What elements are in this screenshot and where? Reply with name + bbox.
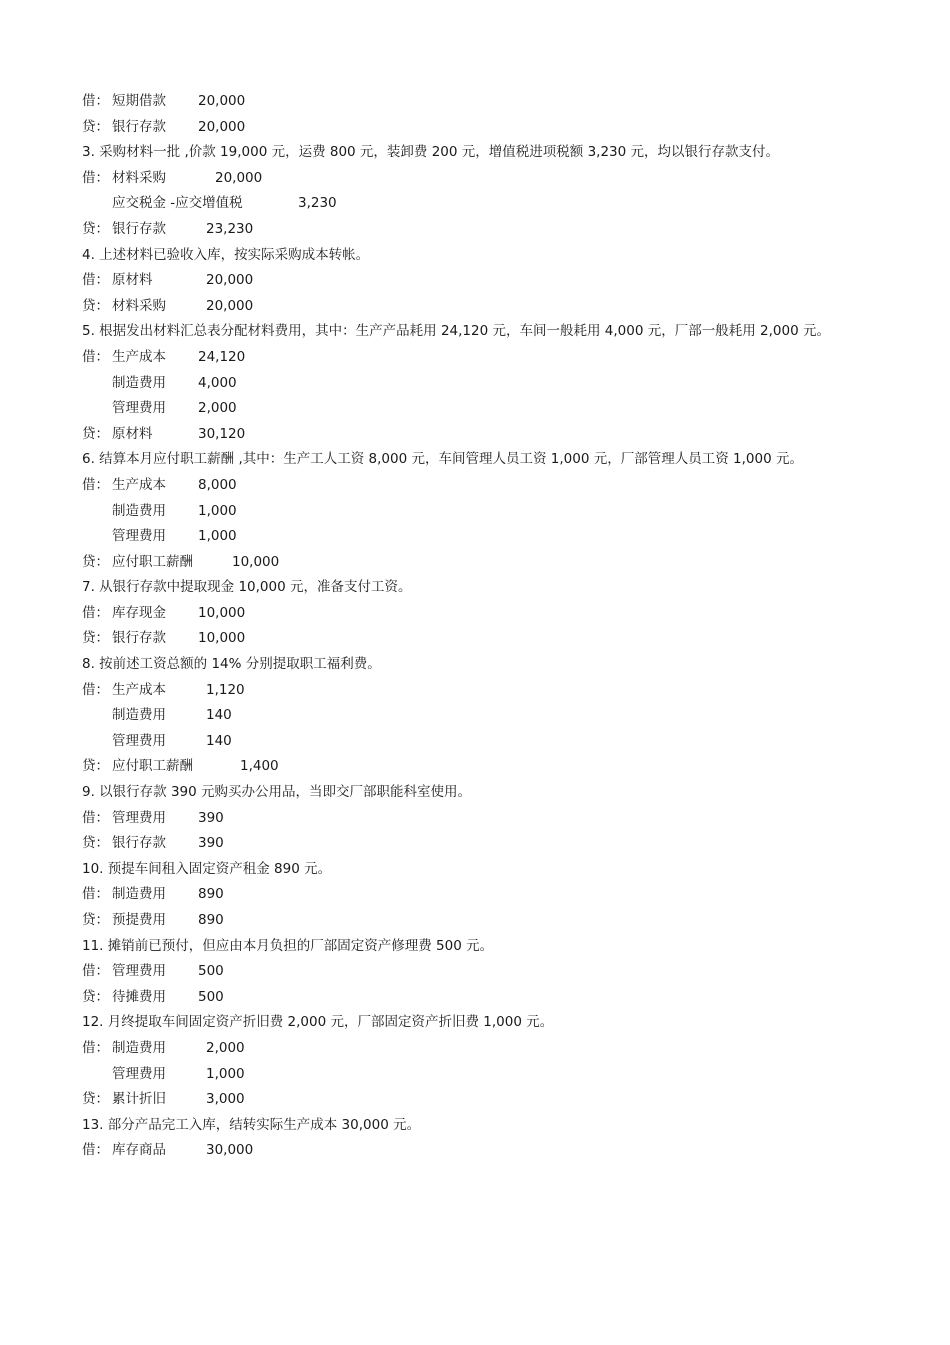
account-name: 应付职工薪酬 [112, 553, 193, 570]
journal-entry-line [82, 1036, 872, 1062]
debit-label: 借： [82, 681, 109, 698]
credit-label: 贷： [82, 297, 109, 314]
amount: 390 [198, 835, 224, 852]
credit-label: 贷： [82, 425, 109, 442]
journal-entry-line [82, 166, 872, 192]
question-text: 13. 部分产品完工入库，结转实际生产成本 30,000 元。 [82, 1116, 421, 1133]
debit-label: 借： [82, 809, 109, 826]
credit-label: 贷： [82, 118, 109, 135]
account-name: 库存现金 [112, 604, 166, 621]
journal-entry-line [82, 1138, 872, 1164]
question-text: 10. 预提车间租入固定资产租金 890 元。 [82, 860, 332, 877]
amount: 2,000 [198, 400, 237, 417]
credit-label: 贷： [82, 912, 109, 928]
account-name: 原材料 [112, 272, 153, 289]
journal-entry-line [82, 217, 872, 243]
amount: 3,230 [298, 195, 337, 212]
journal-entry-line [82, 524, 872, 550]
journal-entry-line [82, 678, 872, 704]
account-name: 材料采购 [112, 297, 166, 314]
amount: 1,000 [206, 1065, 245, 1082]
question-text: 5. 根据发出材料汇总表分配材料费用，其中：生产产品耗用 24,120 元，车间一般耗用 4,000 元，厂部一般耗用 2,000 元。 [82, 323, 830, 340]
journal-entry-line [82, 89, 872, 115]
debit-label: 借： [82, 1142, 109, 1159]
debit-label: 借： [82, 348, 109, 365]
account-name: 生产成本 [112, 348, 166, 365]
amount: 2,000 [206, 1039, 245, 1056]
journal-entry-line [82, 959, 872, 985]
journal-entry-line [82, 294, 872, 320]
question-text: 9. 以银行存款 390 元购买办公用品，当即交厂部职能科室使用。 [82, 784, 472, 801]
account-name: 制造费用 [112, 502, 166, 519]
amount: 890 [198, 886, 224, 903]
credit-label: 贷： [82, 758, 109, 775]
credit-label: 贷： [82, 835, 109, 852]
account-name: 制造费用 [112, 886, 166, 903]
journal-entry-line [82, 703, 872, 729]
journal-entry-line [82, 729, 872, 755]
question-text: 7. 从银行存款中提取现金 10,000 元，准备支付工资。 [82, 579, 412, 596]
credit-label: 贷： [82, 1091, 109, 1108]
account-name: 管理费用 [112, 732, 166, 749]
amount: 30,000 [206, 1142, 254, 1159]
amount: 390 [198, 809, 224, 826]
amount: 10,000 [198, 630, 246, 647]
debit-label: 借： [82, 476, 109, 493]
amount: 500 [198, 963, 224, 980]
debit-label: 借： [82, 963, 109, 980]
question-text: 8. 按前述工资总额的 14% 分别提取职工福利费。 [82, 656, 381, 673]
journal-entry-line [82, 908, 872, 934]
journal-entry-line [82, 268, 872, 294]
journal-entry-line [82, 422, 872, 448]
account-name: 制造费用 [112, 1039, 166, 1056]
journal-entry-line [82, 601, 872, 627]
debit-label: 借： [82, 169, 109, 186]
account-name: 制造费用 [112, 707, 166, 724]
debit-label: 借： [82, 1039, 109, 1056]
question-text: 11. 摊销前已预付，但应由本月负担的厂部固定资产修理费 500 元。 [82, 937, 494, 954]
journal-entry-line [82, 831, 872, 857]
journal-entry-line [82, 396, 872, 422]
amount: 4,000 [198, 374, 237, 391]
amount: 10,000 [198, 604, 246, 621]
amount: 1,000 [198, 528, 237, 545]
question-text: 3. 采购材料一批 ,价款 19,000 元，运费 800 元，装卸费 200 元，增值税进项税额 3,230 元，均以银行存款支付。 [82, 144, 780, 161]
amount: 500 [198, 988, 224, 1005]
amount: 1,400 [240, 758, 279, 775]
credit-label: 贷： [82, 553, 109, 570]
account-name: 原材料 [112, 425, 153, 442]
credit-label: 贷： [82, 220, 109, 237]
account-name: 银行存款 [112, 220, 166, 237]
account-name: 银行存款 [112, 118, 166, 135]
account-name: 待摊费用 [112, 988, 166, 1005]
amount: 890 [198, 912, 224, 928]
amount: 20,000 [198, 118, 246, 135]
journal-entry-line [82, 1087, 872, 1113]
question-text: 6. 结算本月应付职工薪酬 ,其中：生产工人工资 8,000 元，车间管理人员工资 1,000 元，厂部管理人员工资 1,000 元。 [82, 451, 803, 468]
journal-entry-line [82, 806, 872, 832]
journal-entry-line [82, 1062, 872, 1088]
debit-label: 借： [82, 272, 109, 289]
journal-entry-line [82, 371, 872, 397]
amount: 3,000 [206, 1091, 245, 1108]
journal-entry-line [82, 191, 872, 217]
amount: 20,000 [206, 272, 254, 289]
credit-label: 贷： [82, 630, 109, 647]
debit-label: 借： [82, 886, 109, 903]
amount: 20,000 [215, 169, 263, 186]
amount: 1,000 [198, 502, 237, 519]
journal-entry-line [82, 626, 872, 652]
amount: 1,120 [206, 681, 245, 698]
account-name: 银行存款 [112, 630, 166, 647]
question-text: 12. 月终提取车间固定资产折旧费 2,000 元，厂部固定资产折旧费 1,000 元。 [82, 1014, 554, 1031]
account-name: 应付职工薪酬 [112, 758, 193, 775]
account-name: 管理费用 [112, 809, 166, 826]
account-name: 生产成本 [112, 476, 166, 493]
journal-entry-line [82, 499, 872, 525]
account-name: 预提费用 [112, 912, 166, 928]
account-name: 银行存款 [112, 835, 166, 852]
amount: 20,000 [198, 93, 246, 109]
document-body [82, 89, 872, 1164]
journal-entry-line [82, 345, 872, 371]
journal-entry-line [82, 115, 872, 141]
amount: 20,000 [206, 297, 254, 314]
question-text: 4. 上述材料已验收入库，按实际采购成本转帐。 [82, 246, 370, 263]
account-name: 生产成本 [112, 681, 166, 698]
amount: 24,120 [198, 348, 246, 365]
amount: 140 [206, 732, 232, 749]
amount: 30,120 [198, 425, 246, 442]
journal-entry-line [82, 754, 872, 780]
account-name: 累计折旧 [112, 1091, 166, 1108]
account-name: 应交税金 -应交增值税 [112, 195, 243, 212]
account-name: 库存商品 [112, 1142, 166, 1159]
account-name: 短期借款 [112, 93, 166, 109]
debit-label: 借： [82, 93, 109, 109]
credit-label: 贷： [82, 988, 109, 1005]
journal-entry-line [82, 882, 872, 908]
journal-entry-line [82, 473, 872, 499]
amount: 8,000 [198, 476, 237, 493]
account-name: 制造费用 [112, 374, 166, 391]
account-name: 管理费用 [112, 1065, 166, 1082]
amount: 23,230 [206, 220, 254, 237]
debit-label: 借： [82, 604, 109, 621]
account-name: 管理费用 [112, 400, 166, 417]
journal-entry-line [82, 985, 872, 1011]
account-name: 材料采购 [112, 169, 166, 186]
journal-entry-line [82, 550, 872, 576]
amount: 140 [206, 707, 232, 724]
account-name: 管理费用 [112, 528, 166, 545]
amount: 10,000 [232, 553, 280, 570]
account-name: 管理费用 [112, 963, 166, 980]
